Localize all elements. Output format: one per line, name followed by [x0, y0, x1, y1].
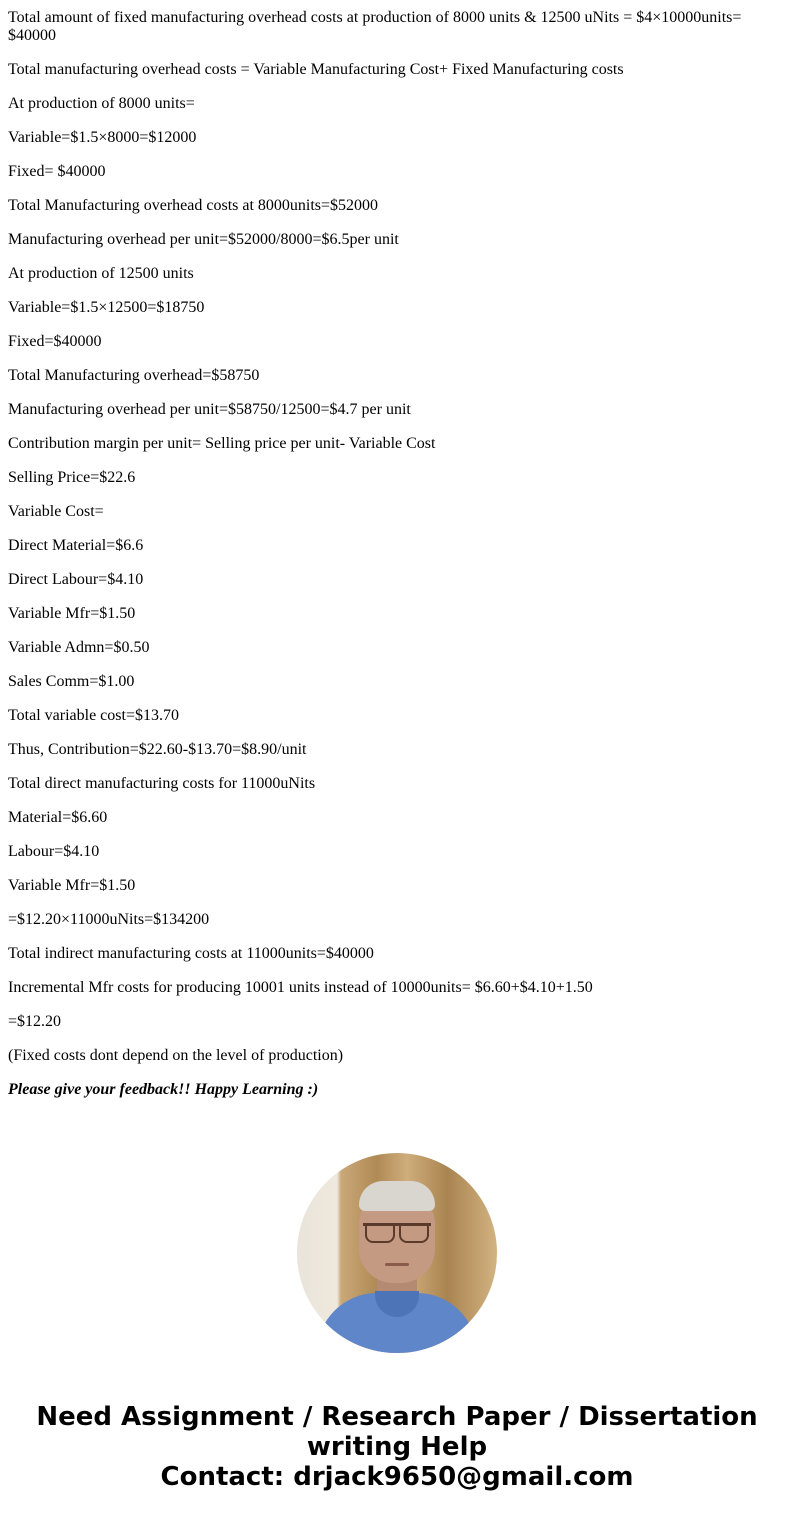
answer-line: Total Manufacturing overhead=$58750: [8, 367, 260, 384]
answer-line: At production of 8000 units=: [8, 95, 195, 112]
answer-line: Selling Price=$22.6: [8, 469, 136, 486]
answer-line: Contribution margin per unit= Selling price per unit- Variable Cost: [8, 435, 436, 452]
answer-line: Total variable cost=$13.70: [8, 707, 179, 724]
answer-line: (Fixed costs dont depend on the level of production): [8, 1047, 344, 1064]
answer-line: Variable Admn=$0.50: [8, 639, 150, 656]
answer-line: Direct Material=$6.6: [8, 537, 144, 554]
answer-line: Incremental Mfr costs for producing 10001 units instead of 10000units= $6.60+$4.10+1.50: [8, 979, 593, 996]
answer-line: Total manufacturing overhead costs = Variable Manufacturing Cost+ Fixed Manufacturing costs: [8, 61, 624, 78]
answer-line: Variable Mfr=$1.50: [8, 877, 136, 894]
answer-line: Total Manufacturing overhead costs at 8000units=$52000: [8, 197, 379, 214]
contact-email: Contact: drjack9650@gmail.com: [160, 1462, 634, 1492]
answer-line: Fixed=$40000: [8, 333, 102, 350]
contact-banner: [0, 1402, 794, 1492]
answer-line: Total direct manufacturing costs for 11000uNits: [8, 775, 316, 792]
author-photo: [297, 1153, 497, 1353]
answer-line: =$12.20: [8, 1013, 62, 1030]
answer-line: =$12.20×11000uNits=$134200: [8, 911, 210, 928]
answer-line: Direct Labour=$4.10: [8, 571, 144, 588]
answer-line: Variable=$1.5×12500=$18750: [8, 299, 205, 316]
answer-line: Variable Cost=: [8, 503, 104, 520]
answer-line: Manufacturing overhead per unit=$52000/8000=$6.5per unit: [8, 231, 399, 248]
answer-line: Fixed= $40000: [8, 163, 106, 180]
answer-line: Total amount of fixed manufacturing overhead costs at production of 8000 units & 12500 uNits = $4×10000units= $40000: [8, 9, 742, 44]
feedback-message: Please give your feedback!! Happy Learning :): [8, 1081, 319, 1098]
answer-line: Total indirect manufacturing costs at 11000units=$40000: [8, 945, 374, 962]
answer-line: Variable Mfr=$1.50: [8, 605, 136, 622]
answer-body: [8, 0, 778, 1115]
answer-line: Thus, Contribution=$22.60-$13.70=$8.90/unit: [8, 741, 307, 758]
author-avatar: [297, 1153, 497, 1353]
contact-headline: Need Assignment / Research Paper / Dissertation writing Help: [36, 1402, 758, 1462]
cut-off-line: [8, 0, 778, 9]
answer-line: Material=$6.60: [8, 809, 108, 826]
answer-line: At production of 12500 units: [8, 265, 194, 282]
answer-line: Variable=$1.5×8000=$12000: [8, 129, 197, 146]
answer-line: Sales Comm=$1.00: [8, 673, 135, 690]
answer-line: Labour=$4.10: [8, 843, 100, 860]
answer-line: Manufacturing overhead per unit=$58750/12500=$4.7 per unit: [8, 401, 411, 418]
